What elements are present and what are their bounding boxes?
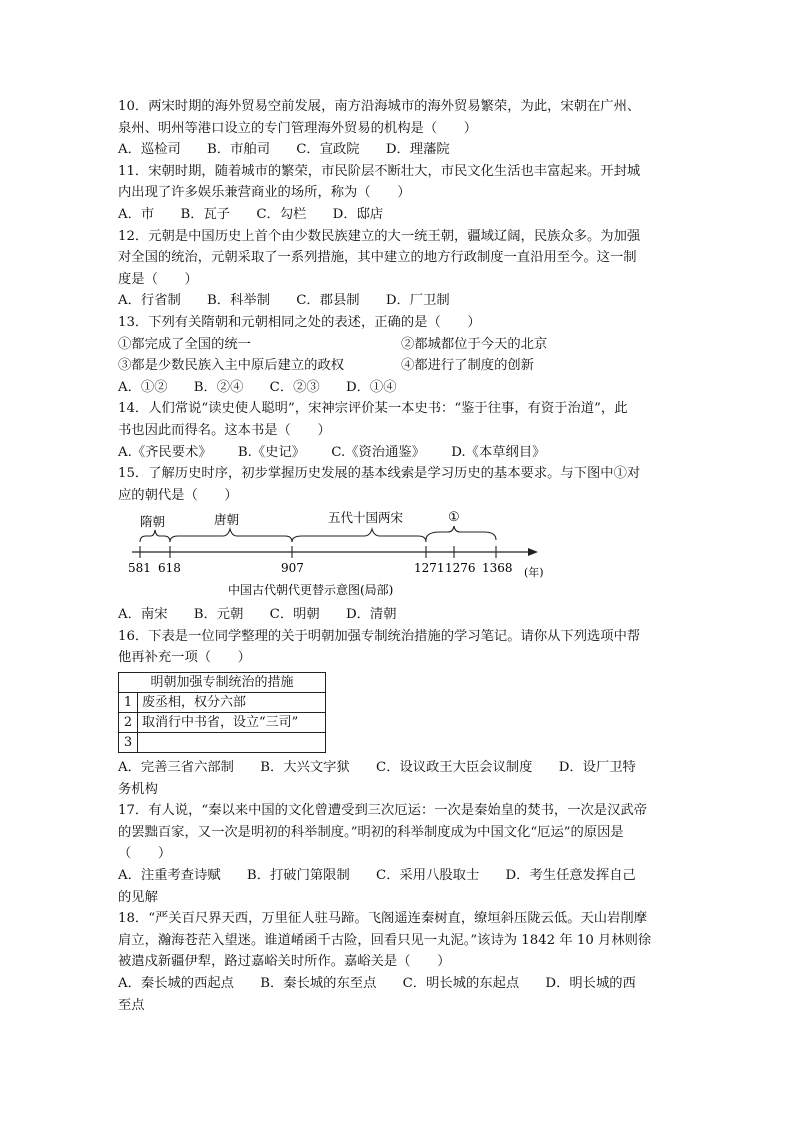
question-stem: 15．了解历史时序，初步掌握历史发展的基本线索是学习历史的基本要求。与下图中①对 xyxy=(118,466,641,482)
option-a: A.《齐民要术》 xyxy=(118,444,212,460)
option-c: C．郡县制 xyxy=(296,293,360,309)
year-618: 618 xyxy=(158,561,181,576)
row-number: 3 xyxy=(119,733,138,753)
option-b: B．秦长城的东至点 xyxy=(260,976,377,991)
option-continuation: 的见解 xyxy=(118,889,158,905)
question-18 xyxy=(118,908,678,1016)
table-row xyxy=(119,733,326,753)
answer-options xyxy=(118,604,678,626)
option-continuation: 务机构 xyxy=(118,781,158,797)
wudai-brace xyxy=(292,529,426,542)
row-number: 2 xyxy=(119,713,138,733)
question-stem: 书也因此而得名。这本书是（ ） xyxy=(118,422,331,438)
option-c: C．勾栏 xyxy=(256,206,307,222)
question-12 xyxy=(118,226,678,312)
option-d: D.《本草纲目》 xyxy=(451,444,546,460)
question-stem: 18．“严关百尺界天西，万里征人驻马蹄。飞阁遥连秦树直，缭垣斜压陇云低。天山岩削摩 xyxy=(118,911,647,927)
answer-options xyxy=(118,865,678,887)
notes-table xyxy=(118,672,326,753)
option-c: C．明朝 xyxy=(269,607,320,623)
option-c: C．宣政院 xyxy=(296,142,360,158)
year-1368: 1368 xyxy=(482,561,513,576)
question-13 xyxy=(118,312,678,398)
table-row xyxy=(119,713,326,733)
option-b: B.《史记》 xyxy=(237,444,306,460)
year-907: 907 xyxy=(281,561,304,576)
table-row xyxy=(119,693,326,713)
answer-options xyxy=(118,139,678,161)
option-b: B．②④ xyxy=(193,379,244,395)
option-b: B．市舶司 xyxy=(207,142,270,158)
option-a: A．完善三省六部制 xyxy=(118,760,234,776)
option-d: D．考生任意发挥自己 xyxy=(505,868,636,884)
answer-options xyxy=(118,204,678,226)
option-a: A．①② xyxy=(118,379,168,395)
option-a: A．巡检司 xyxy=(118,142,181,158)
year-1271: 1271 xyxy=(414,561,445,576)
dynasty-timeline xyxy=(118,508,678,604)
option-b: B．瓦子 xyxy=(180,206,231,222)
question-stem: 被遣戍新疆伊犁，路过嘉峪关时所作。嘉峪关是（ ） xyxy=(118,954,451,970)
row-text: 废丞相，权分六部 xyxy=(138,693,326,713)
table-header: 明朝加强专制统治的措施 xyxy=(119,673,326,693)
option-d: D．厂卫制 xyxy=(385,293,450,309)
table-header-row xyxy=(119,673,326,693)
option-c: C．设议政王大臣会议制度 xyxy=(376,760,533,776)
question-page xyxy=(118,96,678,1016)
option-d: D．设厂卫特 xyxy=(558,760,636,776)
question-stem: 10．两宋时期的海外贸易空前发展，南方沿海城市的海外贸易繁荣，为此，宋朝在广州、 xyxy=(118,99,641,114)
question-17 xyxy=(118,800,678,908)
question-16 xyxy=(118,626,678,800)
tang-brace xyxy=(170,529,292,542)
option-d: D．①④ xyxy=(345,379,397,395)
sui-brace xyxy=(140,530,170,542)
option-d: D．理藩院 xyxy=(385,142,450,158)
question-stem: 内出现了许多娱乐兼营商业的场所，称为（ ） xyxy=(118,185,411,201)
statement-3: ③都是少数民族入主中原后建立的政权 xyxy=(118,358,345,374)
statement-4: ④都进行了制度的创新 xyxy=(401,358,534,374)
label-wudai: 五代十国两宋 xyxy=(328,510,404,526)
option-c: C．明长城的东起点 xyxy=(402,976,520,991)
option-c: C．②③ xyxy=(269,379,320,395)
year-581: 581 xyxy=(128,561,151,576)
answer-options xyxy=(118,442,678,464)
question-stem: 的罢黜百家，又一次是明初的科举制度。”明初的科举制度成为中国文化“厄运”的原因是 xyxy=(118,824,624,840)
question-stem: 应的朝代是（ ） xyxy=(118,487,238,503)
label-mark: ① xyxy=(448,510,460,526)
label-tang: 唐朝 xyxy=(214,512,240,528)
option-b: B．科举制 xyxy=(207,293,270,309)
year-unit: (年) xyxy=(524,566,544,580)
statement-row xyxy=(118,355,678,377)
question-stem: 度是（ ） xyxy=(118,271,198,287)
question-stem: 肩立，瀚海苍茫入望迷。谁道崤函千古险，回看只见一丸泥。”该诗为 1842 年 10 月林则徐 xyxy=(118,932,652,948)
question-stem: 14．人们常说“读史使人聪明”，宋神宗评价某一本史书：“鉴于往事，有资于治道”，此 xyxy=(118,401,628,417)
question-stem: 11．宋朝时期，随着城市的繁荣，市民阶层不断壮大，市民文化生活也丰富起来。开封城 xyxy=(118,163,641,179)
mark-brace-left xyxy=(426,526,454,540)
label-sui: 隋朝 xyxy=(140,514,166,530)
answer-options xyxy=(118,973,678,995)
option-a: A．南宋 xyxy=(118,607,168,623)
statement-1: ①都完成了全国的统一 xyxy=(118,336,251,352)
row-text xyxy=(138,733,326,753)
row-text: 取消行中书省，设立“三司” xyxy=(138,713,326,733)
option-b: B．大兴文字狱 xyxy=(260,760,350,776)
option-a: A．市 xyxy=(118,206,155,222)
question-stem: 他再补充一项（ ） xyxy=(118,650,251,666)
statement-2: ②都城都位于今天的北京 xyxy=(401,336,548,352)
question-stem: 16．下表是一位同学整理的关于明朝加强专制统治措施的学习笔记。请你从下列选项中帮 xyxy=(118,628,641,644)
option-d: D．明长城的西 xyxy=(545,976,636,991)
row-number: 1 xyxy=(119,693,138,713)
question-10 xyxy=(118,96,678,161)
question-stem: （ ） xyxy=(118,846,172,862)
question-11 xyxy=(118,161,678,226)
answer-options xyxy=(118,757,678,779)
question-stem: 对全国的统治，元朝采取了一系列措施，其中建立的地方行政制度一直沿用至今。这一制 xyxy=(118,250,637,266)
statement-row xyxy=(118,334,678,356)
timeline-caption: 中国古代朝代更替示意图(局部) xyxy=(228,583,394,598)
answer-options xyxy=(118,290,678,312)
year-1276: 1276 xyxy=(445,561,476,576)
question-stem: 17．有人说，“秦以来中国的文化曾遭受到三次厄运：一次是秦始皇的焚书，一次是汉武帝 xyxy=(118,803,647,819)
axis-arrow xyxy=(528,548,538,556)
option-a: A．行省制 xyxy=(118,293,181,309)
option-d: D．邸店 xyxy=(332,206,384,222)
question-stem: 泉州、明州等港口设立的专门管理海外贸易的机构是（ ） xyxy=(118,120,478,136)
question-stem: 13．下列有关隋朝和元朝相同之处的表述，正确的是（ ） xyxy=(118,314,481,330)
option-a: A．秦长城的西起点 xyxy=(118,976,234,991)
option-a: A．注重考查诗赋 xyxy=(118,868,221,884)
option-c: C．采用八股取士 xyxy=(376,868,480,884)
option-continuation: 至点 xyxy=(118,997,145,1013)
question-14 xyxy=(118,398,678,463)
mark-brace-right xyxy=(454,526,496,540)
option-b: B．打破门第限制 xyxy=(246,868,350,884)
option-c: C.《资治通鉴》 xyxy=(331,444,425,460)
option-d: D．清朝 xyxy=(345,607,397,623)
question-stem: 12．元朝是中国历史上首个由少数民族建立的大一统王朝，疆域辽阔，民族众多。为加强 xyxy=(118,228,641,244)
option-b: B．元朝 xyxy=(193,607,244,623)
question-15 xyxy=(118,463,678,626)
timeline-diagram xyxy=(118,508,548,604)
answer-options xyxy=(118,377,678,399)
